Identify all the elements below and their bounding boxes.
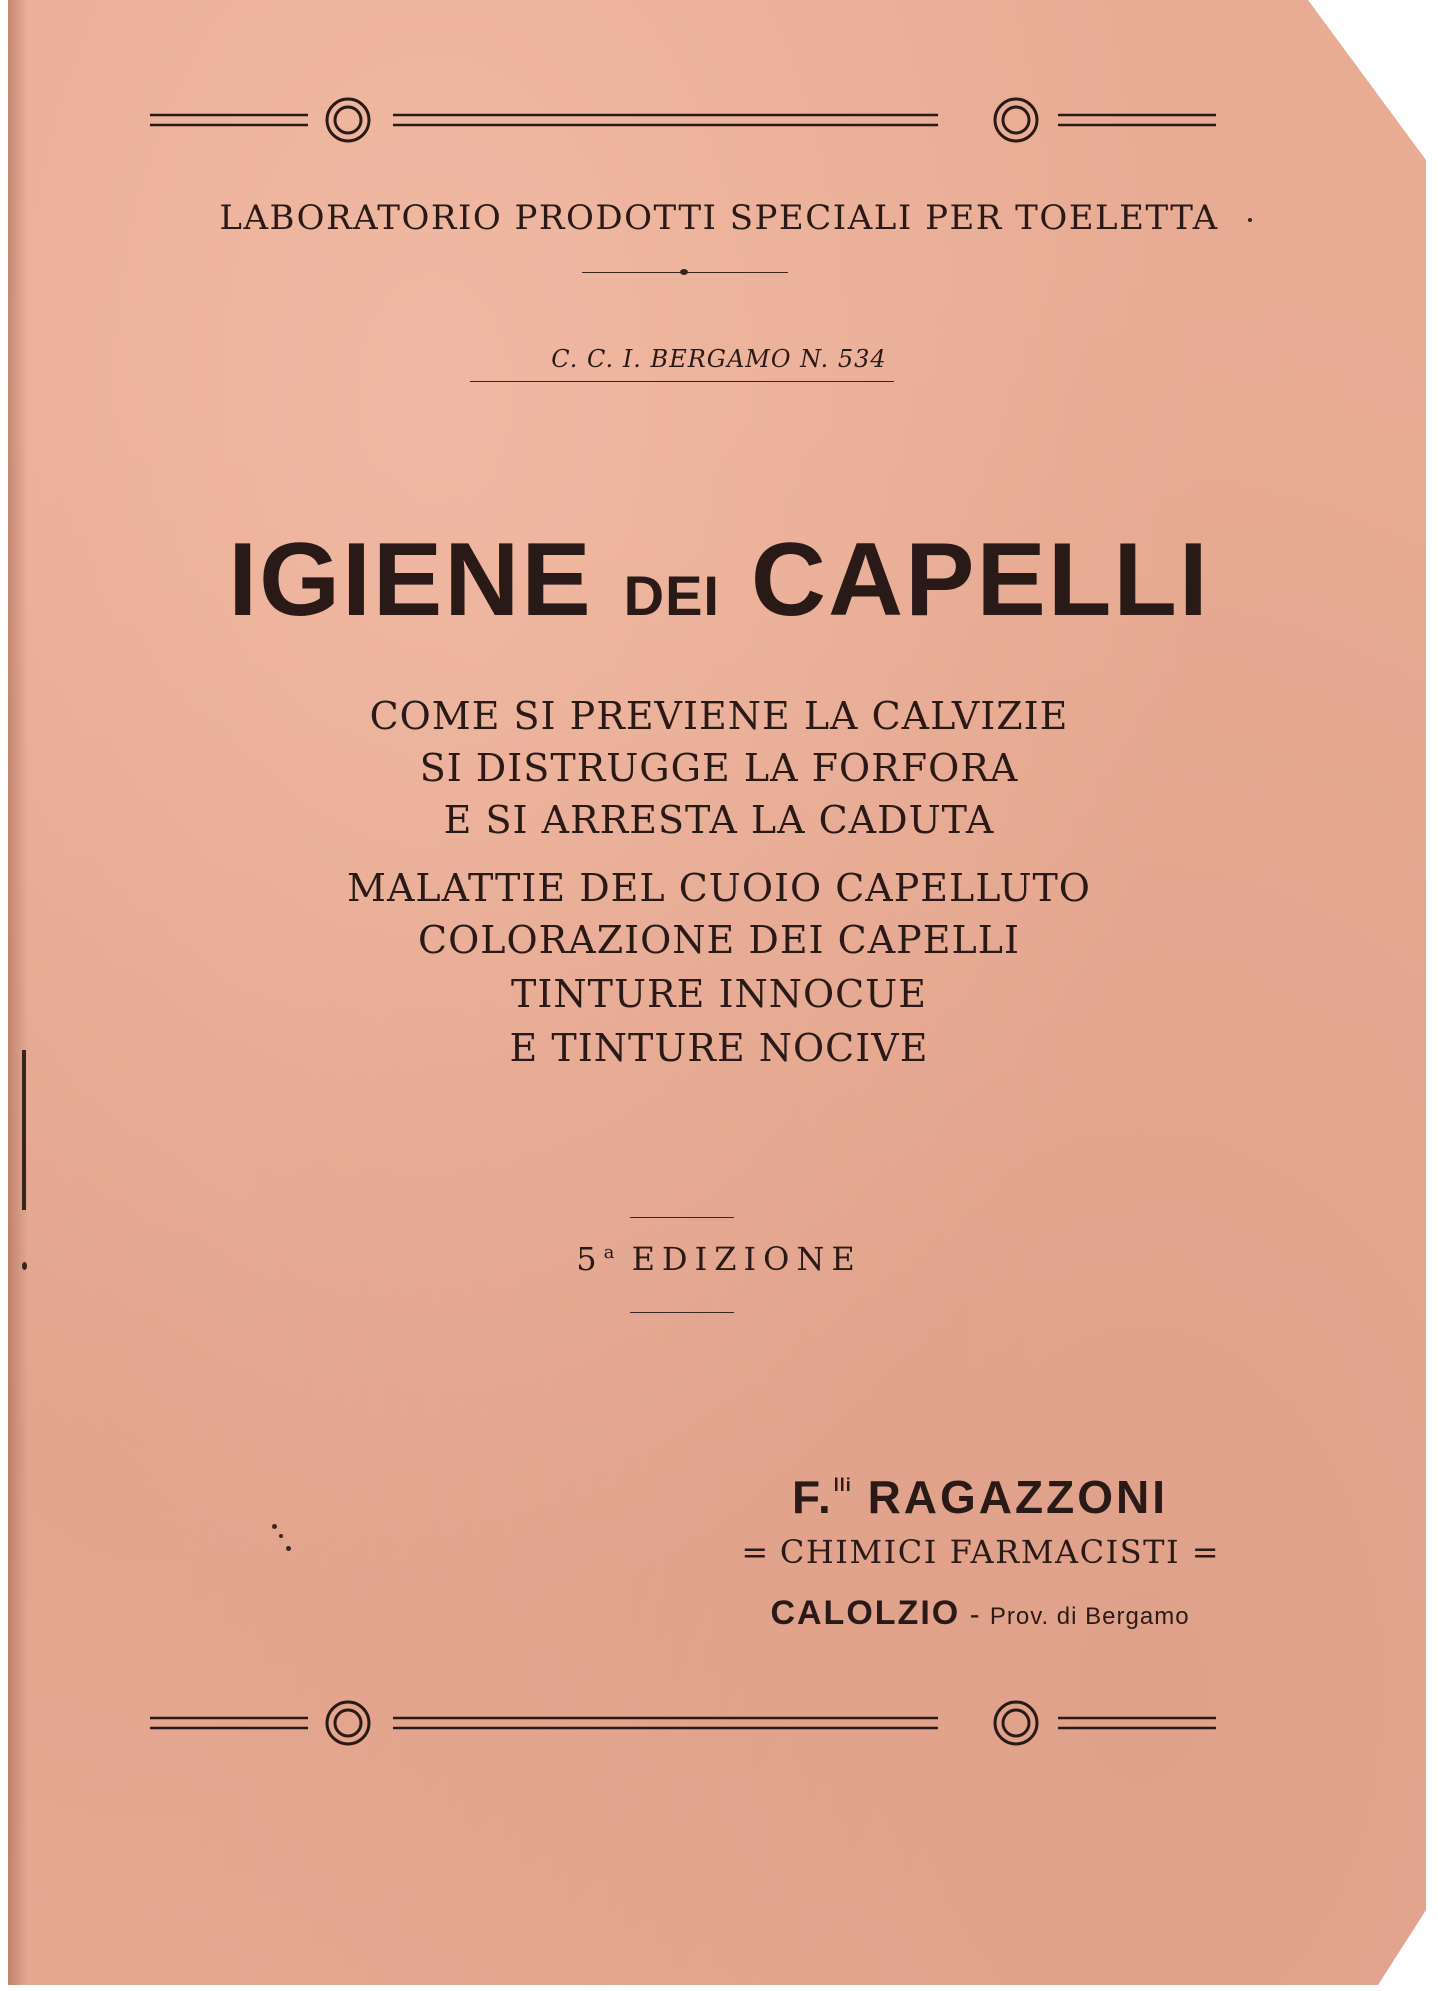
registration-number: C. C. I. BERGAMO N. 534 [551,345,887,373]
title-word-1: IGIENE [228,522,593,638]
publisher-province: Prov. di Bergamo [989,1603,1190,1630]
main-title [0,520,1438,656]
spine-staple [22,1050,26,1210]
subtitle-line-4: MALATTIE DEL CUOIO CAPELLUTO [347,866,1091,910]
edition [0,1240,1438,1278]
ink-speck [286,1546,291,1551]
ink-speck [272,1524,277,1529]
edition-ordinal: a [603,1242,615,1263]
edition-rule-bottom [630,1312,734,1313]
edition-rule-top [630,1217,734,1218]
place-separator: - [969,1598,981,1631]
publisher-city: CALOLZIO [770,1594,961,1632]
subtitle-line-6: TINTURE INNOCUE [511,972,927,1016]
publisher-prefix: F. [792,1471,834,1523]
subtitle-line-5: COLORAZIONE DEI CAPELLI [418,918,1020,962]
laboratory-header: LABORATORIO PRODOTTI SPECIALI PER TOELETTA [219,198,1219,238]
title-connector: DEI [623,564,720,627]
edition-number: 5 [576,1240,604,1278]
title-word-2: CAPELLI [750,522,1210,638]
subtitle-line-3: E SI ARRESTA LA CADUTA [443,798,995,842]
registration-underline [470,381,894,382]
publisher-place [700,1594,1260,1633]
ink-speck [279,1534,283,1538]
subtitle-line-2: SI DISTRUGGE LA FORFORA [419,746,1019,790]
bottom-ornament [150,1698,1216,1748]
subtitle-line-1: COME SI PREVIENE LA CALVIZIE [369,694,1069,738]
ink-speck [22,1262,27,1270]
top-ornament [150,95,1216,145]
subtitle-line-7: E TINTURE NOCIVE [509,1026,929,1070]
publisher-prefix-sup: lli [833,1475,852,1495]
publisher-role: CHIMICI FARMACISTI [779,1533,1181,1571]
ink-speck [1248,218,1252,222]
publisher-role-line: = CHIMICI FARMACISTI = [741,1533,1219,1571]
edition-label: EDIZIONE [631,1240,862,1278]
publisher-surname: RAGAZZONI [867,1471,1168,1523]
publisher-name [700,1470,1260,1524]
divider-dot [680,269,688,275]
